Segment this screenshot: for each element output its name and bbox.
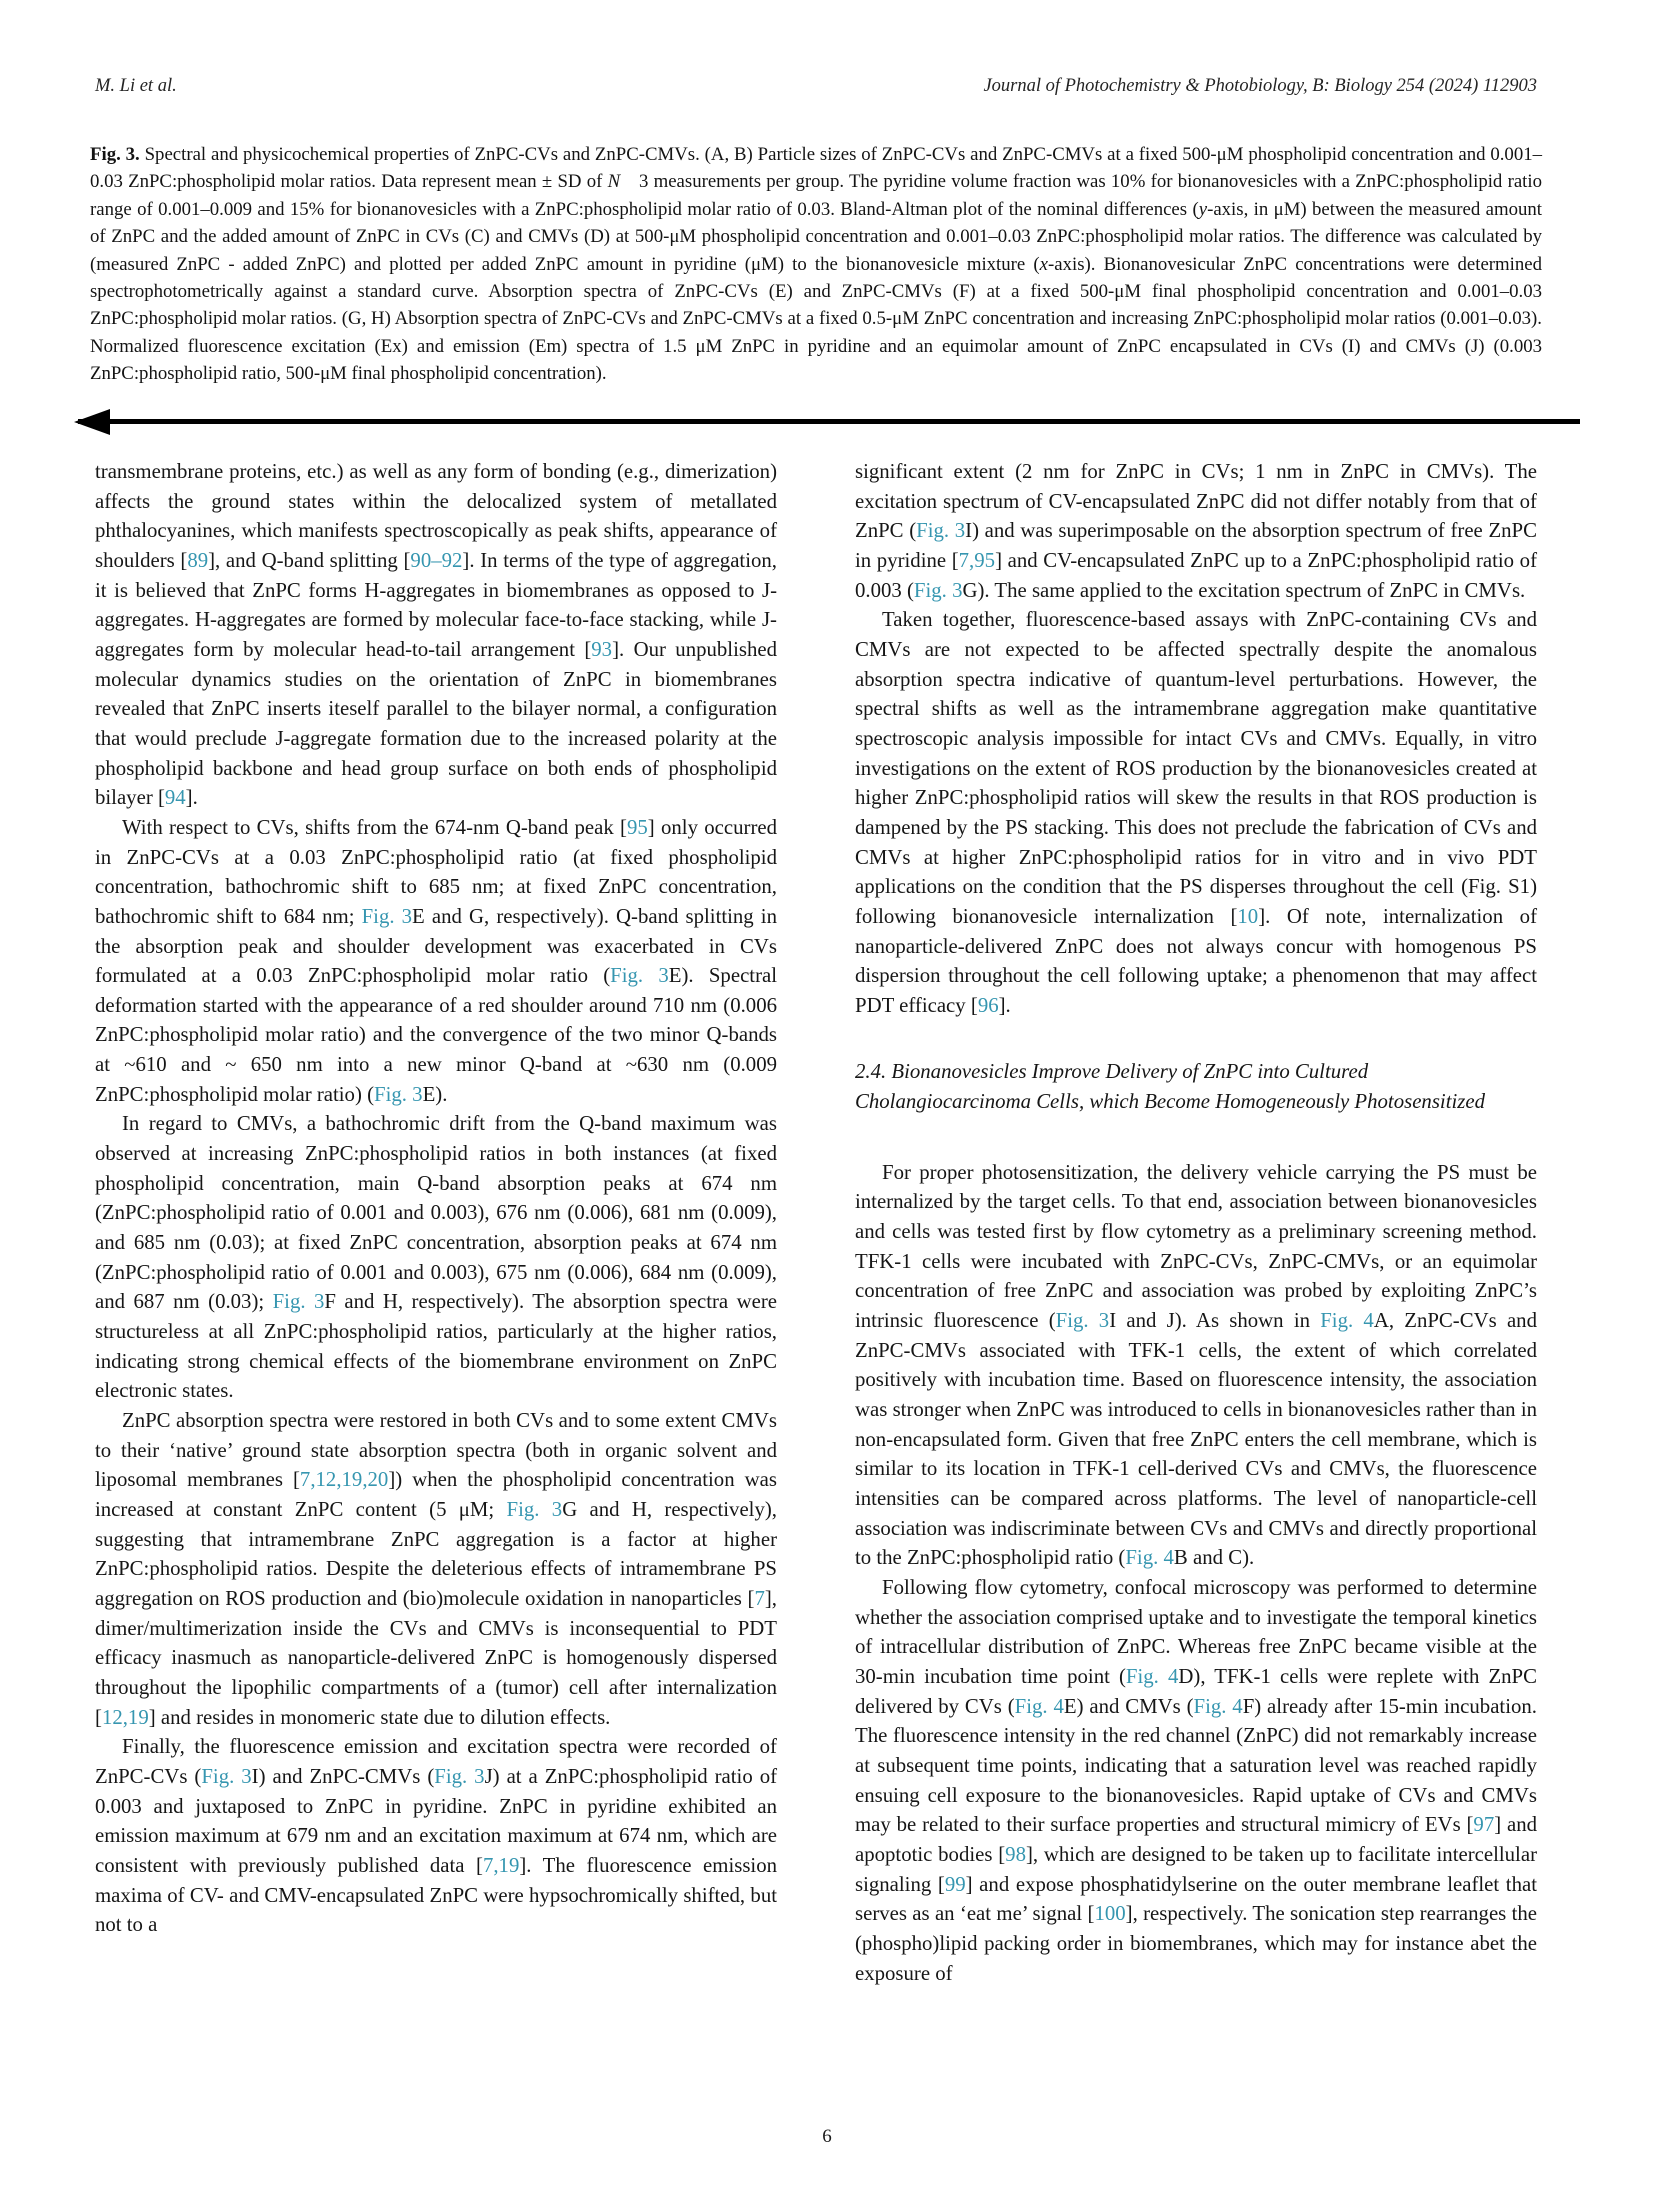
text-segment: transmembrane proteins, etc.) as well as any form of bonding (e.g., dimerization) affects the ground states within the delocalized system of metallated phthalocyanines, which manifests spectroscopically as peak shifts, appearance of shoulders [ [95, 460, 777, 572]
authors-text: M. Li et al. [95, 76, 177, 96]
paragraph [95, 457, 777, 813]
citation-link[interactable]: Fig. 4 [1193, 1694, 1243, 1718]
right-column [855, 457, 1537, 1988]
text-segment: A, ZnPC-CVs and ZnPC-CMVs associated with TFK-1 cells, the extent of which correlated positively with incubation time. Based on fluorescence intensity, the association was stronger when ZnPC was introduced to cells in bionanovesicles rather than in non-encapsulated form. Given that free ZnPC enters the cell membrane, which is similar to its location in TFK-1 cell-derived CVs and CMVs, the fluorescence intensities can be compared across platforms. The level of nanoparticle-cell association was indiscriminate between CVs and CMVs and directly proportional to the ZnPC:phospholipid ratio ( [855, 1309, 1537, 1570]
text-segment: ]. In terms of the type of aggregation, it is believed that ZnPC forms H-aggregates in biomembranes as opposed to J-aggregates. H-aggregates are formed by molecular face-to-face stacking, while J-aggregates form by molecular head-to-tail arrangement [ [95, 548, 777, 661]
figure-caption [90, 141, 1542, 388]
text-segment: E and G, respectively). Q-band splitting in the absorption peak and shoulder development was exacerbated in CVs formulated at a 0.03 ZnPC:phospholipid molar ratio ( [95, 904, 777, 988]
text-segment: In regard to CMVs, a bathochromic drift from the Q-band maximum was observed at increasing ZnPC:phospholipid ratios in both instances (at fixed phospholipid concentration, main Q-band absorption peaks at 674 nm (ZnPC:phospholipid ratio of 0.001 and 0.003), 676 nm (0.006), 681 nm (0.009), and 685 nm (0.03); at fixed ZnPC concentration, absorption peaks at 674 nm (ZnPC:phospholipid ratio of 0.001 and 0.003), 675 nm (0.006), 684 nm (0.009), and 687 nm (0.03); [95, 1112, 777, 1314]
text-segment: E) and CMVs ( [1063, 1694, 1194, 1718]
text-segment: Finally, the fluorescence emission and excitation spectra were recorded of ZnPC-CVs ( [95, 1735, 777, 1788]
text-segment: ], dimer/multimerization inside the CVs and CMVs is inconsequential to PDT efficacy inasmuch as nanoparticle-delivered ZnPC is homogenously dispersed throughout the lipophilic compartments of a (tumor) cell after internalization [ [95, 1586, 777, 1729]
citation-link[interactable]: Fig. 3 [434, 1764, 485, 1788]
citation-link[interactable]: Fig. 4 [1125, 1664, 1179, 1688]
citation-link[interactable]: 100 [1094, 1902, 1126, 1926]
paragraph [855, 1158, 1537, 1573]
text-segment: ]. Of note, internalization of nanoparticle-delivered ZnPC does not always concur with homogenous PS dispersion throughout the cell following uptake; a phenomenon that may affect PDT efficacy [ [855, 904, 1538, 1017]
text-segment: F and H, respectively). The absorption spectra were structureless at all ZnPC:phospholipid ratios, particularly at the higher ratios, indicating strong chemical effects of the biomembrane environment on ZnPC electronic states. [95, 1290, 777, 1403]
text-segment: J) at a ZnPC:phospholipid ratio of 0.003 and juxtaposed to ZnPC in pyridine. ZnPC in pyridine exhibited an emission maximum at 679 nm and an excitation maximum at 674 nm, which are consistent with previously published data [ [95, 1764, 778, 1877]
text-segment: ], and Q-band splitting [ [208, 548, 411, 572]
paragraph [95, 813, 777, 1110]
text-segment: y [1198, 198, 1208, 220]
body-columns [95, 457, 1537, 1988]
text-segment: ]. Our unpublished molecular dynamics studies on the orientation of ZnPC in biomembranes revealed that ZnPC inserts iteself parallel to the bilayer normal, a configuration that would preclude J-aggregate formation due to the increased polarity at the phospholipid backbone and head group surface on both ends of phospholipid bilayer [ [95, 637, 777, 810]
text-segment: ] only occurred in ZnPC-CVs at a 0.03 ZnPC:phospholipid ratio (at fixed phospholipid concentration, bathochromic shift to 685 nm; at fixed ZnPC concentration, bathochromic shift to 684 nm; [95, 815, 778, 928]
citation-link[interactable]: 89 [187, 548, 209, 572]
text-segment: ], respectively. The sonication step rearranges the (phospho)lipid packing order in biomembranes, which may for instance abet the exposure of [855, 1902, 1537, 1985]
text-segment: ]) when the phospholipid concentration was increased at constant ZnPC content (5 μM; [95, 1468, 777, 1521]
text-segment: I) and was superimposable on the absorption spectrum of free ZnPC in pyridine [ [855, 519, 1537, 572]
citation-link[interactable]: Fig. 3 [361, 904, 413, 928]
citation-link[interactable]: 96 [977, 993, 999, 1017]
text-segment: ]. The fluorescence emission maxima of CV- and CMV-encapsulated ZnPC were hypsochromically shifted, but not to a [95, 1853, 777, 1937]
figure-pointer-line [78, 419, 1580, 424]
citation-link[interactable]: 10 [1237, 904, 1259, 928]
citation-link[interactable]: Fig. 3 [1055, 1309, 1110, 1333]
citation-link[interactable]: 94 [164, 786, 186, 810]
citation-link[interactable]: Fig. 3 [201, 1764, 252, 1788]
text-segment: E). [422, 1082, 448, 1106]
text-segment: 2.4. Bionanovesicles Improve Delivery of ZnPC into Cultured Cholangiocarcinoma Cells, which Become Homogeneously Photosensitized [855, 1060, 1485, 1114]
text-segment: Taken together, fluorescence-based assays with ZnPC-containing CVs and CMVs are not expected to be affected spectrally despite the anomalous absorption spectra indicative of quantum-level perturbations. However, the spectral shifts as well as the intramembrane aggregation make quantitative spectroscopic analysis impossible for intact CVs and CMVs. Equally, in vitro investigations on the extent of ROS production by the bionanovesicles created at higher ZnPC:phospholipid ratios will skew the results in that ROS production is dampened by the PS stacking. This does not preclude the fabrication of CVs and CMVs at higher ZnPC:phospholipid ratios for in vitro and in vivo PDT applications on the condition that the PS disperses throughout the cell (Fig. S1) following bionanovesicle internalization [ [855, 608, 1537, 928]
text-segment: Fig. 3. [90, 144, 140, 165]
text-segment: D), TFK-1 cells were replete with ZnPC delivered by CVs ( [855, 1664, 1537, 1718]
text-segment: ], which are designed to be taken up to facilitate intercellular signaling [ [855, 1842, 1537, 1896]
paragraph [95, 1732, 777, 1940]
running-header [95, 76, 1537, 97]
citation-link[interactable]: Fig. 4 [1320, 1309, 1374, 1333]
text-segment: I) and ZnPC-CMVs ( [251, 1764, 435, 1788]
citation-link[interactable]: 7,95 [958, 548, 996, 572]
paragraph [95, 1109, 777, 1406]
text-segment: G and H, respectively), suggesting that intramembrane ZnPC aggregation is a factor at higher ZnPC:phospholipid ratios. Despite the deleterious effects of intramembrane PS aggregation on ROS production and (bio)molecule oxidation in nanoparticles [ [95, 1497, 777, 1610]
citation-link[interactable]: Fig. 3 [916, 519, 966, 543]
paragraph [855, 605, 1537, 1020]
left-column [95, 457, 777, 1988]
text-segment: ] and expose phosphatidylserine on the outer membrane leaflet that serves as an ‘eat me’ signal [ [855, 1872, 1537, 1926]
text-segment: E). Spectral deformation started with the appearance of a red shoulder around 710 nm (0.006 ZnPC:phospholipid molar ratio) and the convergence of the two minor Q-bands at ~610 and ~ 650 nm into a new minor Q-band at ~630 nm (0.009 ZnPC:phospholipid molar ratio) ( [95, 964, 778, 1106]
text-segment: x [1039, 253, 1048, 275]
journal-title-text: Journal of Photochemistry & Photobiology, B: Biology 254 (2024) 112903 [983, 76, 1537, 96]
citation-link[interactable]: Fig. 3 [913, 578, 963, 602]
text-segment: ] and CV-encapsulated ZnPC up to a ZnPC:phospholipid ratio of 0.003 ( [855, 548, 1537, 602]
citation-link[interactable]: 98 [1005, 1842, 1026, 1866]
citation-link[interactable]: Fig. 4 [1014, 1694, 1064, 1718]
citation-link[interactable]: 95 [627, 815, 648, 839]
citation-link[interactable]: 12,19 [101, 1705, 149, 1729]
text-segment: F) already after 15-min incubation. The fluorescence intensity in the red channel (ZnPC) did not remarkably increase at subsequent time points, indicating that a saturation level was reached rapidly ensuing cell exposure to the bionanovesicles. Rapid uptake of CVs and CMVs may be related to their surface properties and structural mimicry of EVs [ [855, 1694, 1537, 1837]
text-segment: For proper photosensitization, the delivery vehicle carrying the PS must be internalized by the target cells. To that end, association between bionanovesicles and cells was tested first by flow cytometry as a preliminary screening method. TFK-1 cells were incubated with ZnPC-CVs, ZnPC-CMVs, or an equimolar concentration of free ZnPC and association was probed by exploiting ZnPC’s intrinsic fluorescence ( [855, 1160, 1537, 1333]
text-segment: ]. [998, 993, 1011, 1017]
text-segment: 3 measurements per group. The pyridine volume fraction was 10% for bionanovesicles with a ZnPC:phospholipid ratio range of 0.001–0.009 and 15% for bionanovesicles with a ZnPC:phospholipid molar ratio of 0.03. Bland-Altman plot of the nominal differences ( [90, 171, 1542, 220]
citation-link[interactable]: Fig. 3 [610, 964, 669, 988]
text-segment: With respect to CVs, shifts from the 674-nm Q-band peak [ [122, 815, 627, 839]
citation-link[interactable]: 97 [1473, 1813, 1495, 1837]
text-segment: B and C). [1173, 1546, 1255, 1570]
citation-link[interactable]: 7 [754, 1586, 765, 1610]
citation-link[interactable]: 90–92 [410, 548, 463, 572]
text-segment: -axis, in μM) between the measured amount of ZnPC and the added amount of ZnPC in CVs (C) and CMVs (D) at 500-μM phospholipid concentration and 0.001–0.03 ZnPC:phospholipid molar ratios. The difference was calculated by (measured ZnPC - added ZnPC) and plotted per added ZnPC amount in pyridine (μM) to the bionanovesicle mixture ( [90, 198, 1542, 275]
text-segment: ] and apoptotic bodies [ [855, 1813, 1537, 1866]
text-segment: N [607, 171, 621, 193]
text-segment: -axis). Bionanovesicular ZnPC concentrations were determined spectrophotometrically against a standard curve. Absorption spectra of ZnPC-CVs (E) and ZnPC-CMVs (F) at a fixed 500-μM final phospholipid concentration and 0.001–0.03 ZnPC:phospholipid molar ratios. (G, H) Absorption spectra of ZnPC-CVs and ZnPC-CMVs at a fixed 0.5-μM ZnPC concentration and increasing ZnPC:phospholipid molar ratios (0.001–0.03). Normalized fluorescence excitation (Ex) and emission (Em) spectra of 1.5 μM ZnPC in pyridine and an equimolar amount of ZnPC encapsulated in CVs (I) and CMVs (J) (0.003 ZnPC:phospholipid ratio, 500-μM final phospholipid concentration). [90, 253, 1542, 385]
citation-link[interactable]: Fig. 3 [506, 1497, 563, 1521]
paragraph [855, 1573, 1537, 1988]
text-segment: ZnPC absorption spectra were restored in both CVs and to some extent CMVs to their ‘native’ ground state absorption spectra (both in organic solvent and liposomal membranes [ [95, 1409, 777, 1492]
left-arrow-icon [74, 409, 110, 435]
citation-link[interactable]: 93 [591, 637, 613, 661]
paragraph [855, 457, 1537, 605]
text-segment: Spectral and physicochemical properties of ZnPC-CVs and ZnPC-CMVs. (A, B) Particle sizes of ZnPC-CVs and ZnPC-CMVs at a fixed 500-μM phospholipid concentration and 0.001–0.03 ZnPC:phospholipid molar ratios. Data represent mean ± SD of [90, 144, 1542, 193]
text-segment: G). The same applied to the excitation spectrum of ZnPC in CMVs. [962, 578, 1526, 602]
page-number: 6 [822, 2126, 832, 2147]
citation-link[interactable]: Fig. 3 [272, 1290, 325, 1314]
citation-link[interactable]: 99 [944, 1872, 966, 1896]
text-segment: ] and resides in monomeric state due to dilution effects. [148, 1705, 611, 1729]
text-segment: I and J). As shown in [1109, 1309, 1321, 1333]
citation-link[interactable]: Fig. 4 [1125, 1546, 1174, 1570]
text-segment: Following flow cytometry, confocal microscopy was performed to determine whether the association comprised uptake and to investigate the temporal kinetics of intracellular distribution of ZnPC. Whereas free ZnPC became visible at the 30-min incubation time point ( [855, 1575, 1537, 1688]
page-footer [0, 2126, 1654, 2148]
section-heading [855, 1057, 1537, 1116]
citation-link[interactable]: Fig. 3 [374, 1082, 423, 1106]
text-segment: ]. [185, 786, 198, 810]
text-segment: significant extent (2 nm for ZnPC in CVs; 1 nm in ZnPC in CMVs). The excitation spectrum of CV-encapsulated ZnPC did not differ notably from that of ZnPC ( [855, 460, 1537, 543]
citation-link[interactable]: 7,12,19,20 [299, 1468, 389, 1492]
paragraph [95, 1406, 777, 1732]
citation-link[interactable]: 7,19 [482, 1853, 520, 1877]
